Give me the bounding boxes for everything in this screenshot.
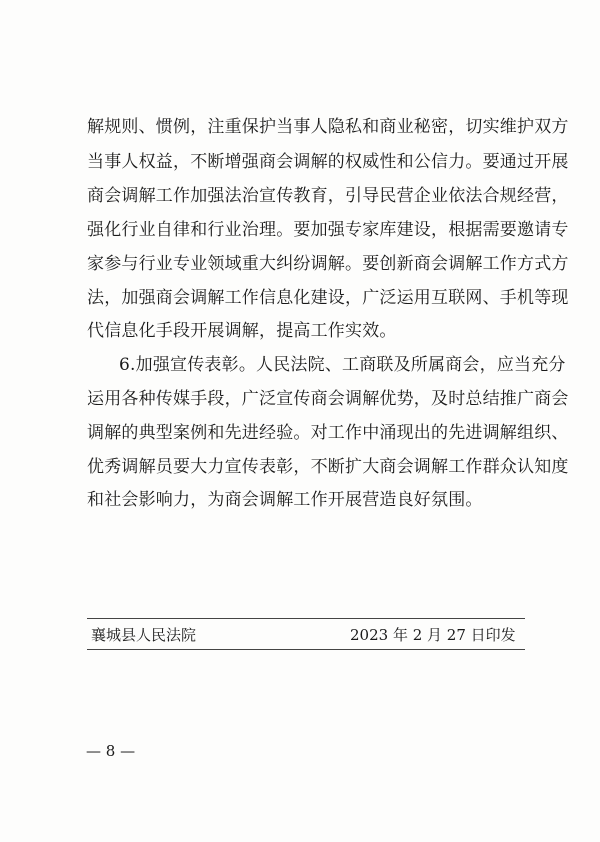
body-line-1: 解规则、惯例，注重保护当事人隐私和商业秘密，切实维护双方 xyxy=(87,117,569,137)
footer-date: 2023 年 2 月 27 日印发 xyxy=(350,626,516,644)
page-number: — 8 — xyxy=(86,742,136,760)
footer-issuer: 襄城县人民法院 xyxy=(91,626,197,644)
body-line-10: 调解的典型案例和先进经验。对工作中涌现出的先进调解组织、 xyxy=(87,423,569,443)
body-line-8: 6.加强宣传表彰。人民法院、工商联及所属商会，应当充分 xyxy=(119,355,566,375)
body-line-4: 强化行业自律和行业治理。要加强专家库建设，根据需要邀请专 xyxy=(87,220,569,240)
body-line-11: 优秀调解员要大力宣传表彰，不断扩大商会调解工作群众认知度 xyxy=(87,457,569,477)
body-line-12: 和社会影响力，为商会调解工作开展营造良好氛围。 xyxy=(87,490,483,510)
body-line-5: 家参与行业专业领域重大纠纷调解。要创新商会调解工作方式方 xyxy=(87,254,569,274)
footer-bottom-rule xyxy=(87,649,525,650)
body-line-7: 代信息化手段开展调解，提高工作实效。 xyxy=(87,321,397,341)
footer-top-rule xyxy=(87,618,525,619)
body-line-6: 法，加强商会调解工作信息化建设，广泛运用互联网、手机等现 xyxy=(87,288,569,308)
body-line-2: 当事人权益，不断增强商会调解的权威性和公信力。要通过开展 xyxy=(87,152,569,172)
body-line-9: 运用各种传媒手段，广泛宣传商会调解优势，及时总结推广商会 xyxy=(87,389,569,409)
body-line-3: 商会调解工作加强法治宣传教育，引导民营企业依法合规经营， xyxy=(87,186,569,206)
